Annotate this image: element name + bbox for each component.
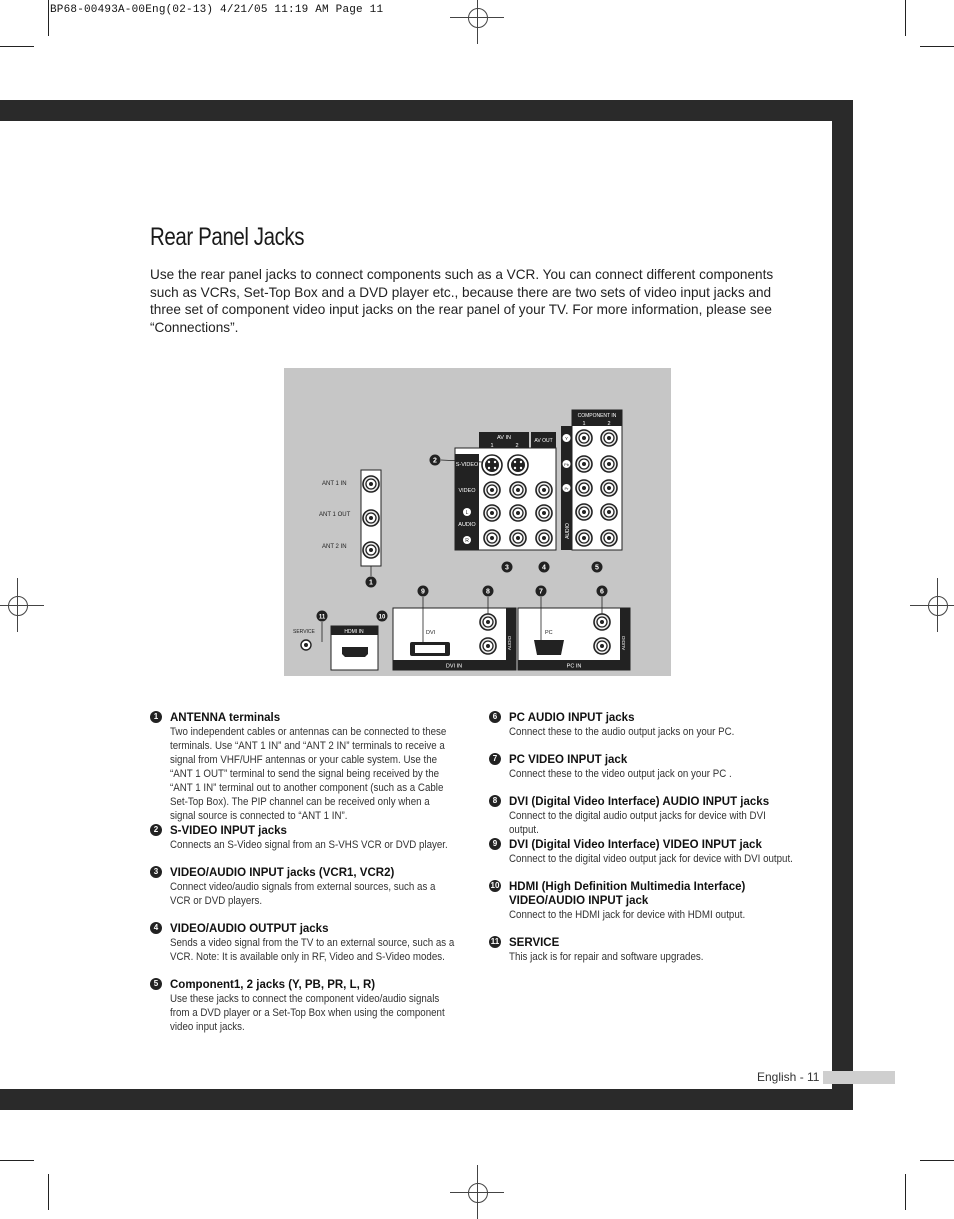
callout-4: 4	[542, 564, 546, 572]
registration-mark	[2, 590, 32, 620]
crop-mark	[48, 1174, 49, 1210]
svg-text:Pb: Pb	[564, 462, 569, 467]
audio-label: AUDIO	[458, 522, 476, 528]
svg-text:R: R	[465, 538, 469, 544]
svg-text:L: L	[465, 510, 469, 516]
av-out-label: AV OUT	[534, 438, 553, 444]
callout-8: 8	[486, 588, 490, 596]
list-item: 7 PC VIDEO INPUT jack Connect these to the video output jack on your PC .	[509, 753, 839, 781]
list-item: 8 DVI (Digital Video Interface) AUDIO INPUT jacks Connect to the digital audio output jacks for device with DVI output.	[509, 795, 839, 837]
ant1-out-label: ANT 1 OUT	[319, 512, 351, 518]
list-item: 6 PC AUDIO INPUT jacks Connect these to the audio output jacks on your PC.	[509, 711, 839, 739]
crop-mark	[48, 0, 49, 36]
svg-text:1: 1	[582, 421, 586, 427]
callout-11: 11	[318, 614, 326, 621]
av-jacks	[430, 432, 557, 573]
ant1-in-label: ANT 1 IN	[322, 481, 347, 487]
svg-text:2: 2	[607, 421, 611, 427]
callout-10: 10	[378, 614, 386, 621]
registration-mark	[922, 590, 952, 620]
print-slug: BP68-00493A-00Eng(02-13) 4/21/05 11:19 AM Page 11	[50, 4, 384, 16]
registration-mark	[462, 2, 492, 32]
page-title: Rear Panel Jacks	[150, 223, 305, 251]
component-in-label: COMPONENT IN	[577, 413, 617, 419]
svg-text:Y: Y	[564, 436, 569, 441]
list-item: 9 DVI (Digital Video Interface) VIDEO INPUT jack Connect to the digital video output jack for device with DVI output.	[509, 838, 839, 866]
svg-text:1: 1	[490, 443, 494, 449]
callout-2: 2	[433, 457, 437, 465]
component-audio-label: AUDIO	[565, 523, 571, 539]
crop-mark	[905, 0, 906, 36]
component-jacks	[561, 410, 622, 573]
svg-text:AUDIO: AUDIO	[507, 635, 512, 651]
callout-1: 1	[369, 579, 373, 587]
rear-panel-diagram	[284, 368, 671, 676]
registration-mark	[462, 1177, 492, 1207]
callout-7: 7	[539, 588, 543, 596]
callout-6: 6	[600, 588, 604, 596]
pc-label: PC	[545, 630, 553, 636]
antenna-terminals	[319, 470, 381, 588]
crop-mark	[920, 46, 954, 47]
list-item: 10 HDMI (High Definition Multimedia Interface) VIDEO/AUDIO INPUT jack Connect to the HDMI jack for device with HDMI output.	[490, 881, 746, 921]
callout-9: 9	[421, 588, 425, 596]
page-tab	[823, 1071, 895, 1084]
crop-mark	[905, 1174, 906, 1210]
svg-text:2: 2	[515, 443, 519, 449]
list-item: 5 Component1, 2 jacks (Y, PB, PR, L, R) Use these jacks to connect the component video/audio signals from a DVD player or a Set-Top Box when using the component video input jacks.	[170, 978, 500, 1034]
pc-panel	[518, 586, 630, 671]
svg-text:AUDIO: AUDIO	[621, 635, 626, 651]
service-label: SERVICE	[293, 629, 315, 635]
crop-mark	[0, 46, 34, 47]
av-in-label: AV IN	[497, 435, 511, 441]
page-frame-top	[0, 100, 853, 121]
dvi-label: DVI	[426, 630, 436, 636]
video-label: VIDEO	[458, 488, 476, 494]
list-item: 3 VIDEO/AUDIO INPUT jacks (VCR1, VCR2) Connect video/audio signals from external sources, such as a VCR or DVD players.	[170, 866, 500, 908]
hdmi-in-label: HDMI IN	[344, 629, 364, 635]
service-hdmi	[293, 611, 388, 671]
crop-mark	[920, 1160, 954, 1161]
dvi-in-label: DVI IN	[445, 663, 463, 670]
ant2-in-label: ANT 2 IN	[322, 544, 347, 550]
crop-mark	[0, 1160, 34, 1161]
list-item: 1 ANTENNA terminals Two independent cables or antennas can be connected to these terminals. Use “ANT 1 IN” and “ANT 2 IN” terminals to receive a signal from VHF/UHF antennas or your cable system. Use the “ANT 1 OUT” terminal to send the signal being received by the “ANT 1 IN” terminal out to another component (such as a Cable Set-Top Box). The PIP channel can be received only when a signal source is connected to “ANT 1 IN”.	[170, 711, 500, 823]
list-item: 2 S-VIDEO INPUT jacks Connects an S-Video signal from an S-VHS VCR or DVD player.	[170, 824, 500, 852]
callout-3: 3	[505, 564, 509, 572]
page-number: English - 11	[757, 1070, 820, 1084]
dvi-panel	[393, 586, 516, 671]
intro-paragraph: Use the rear panel jacks to connect components such as a VCR. You can connect different components such as VCRs, Set-Top Box and a DVD player etc., because there are two sets of video input jacks and three set of component video input jacks on the rear panel of your TV. For more information, please see “Connections”.	[150, 267, 774, 335]
list-item: 11 SERVICE This jack is for repair and software upgrades.	[490, 937, 704, 963]
page-frame-bottom	[0, 1089, 853, 1110]
s-video-label: S-VIDEO	[455, 462, 479, 468]
pc-in-label: PC IN	[566, 663, 582, 670]
callout-5: 5	[595, 564, 599, 572]
svg-text:Pr: Pr	[564, 486, 569, 491]
list-item: 4 VIDEO/AUDIO OUTPUT jacks Sends a video signal from the TV to an external source, such as a VCR. Note: It is available only in RF, Video and S-Video modes.	[170, 922, 500, 964]
